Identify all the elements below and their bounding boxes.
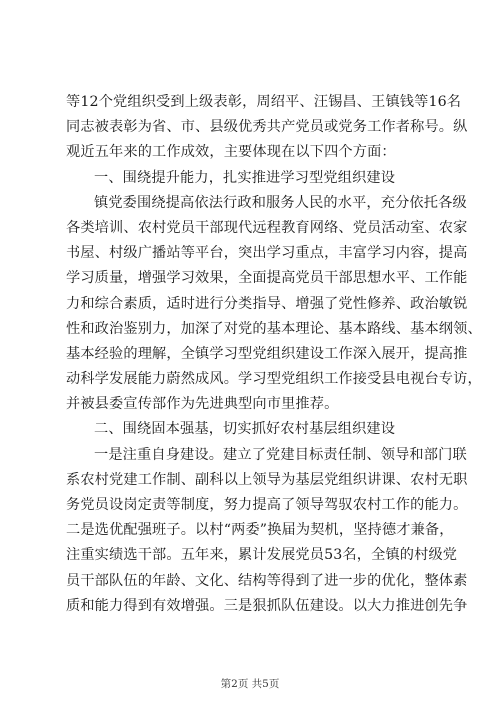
section-heading-1: 一、围绕提升能力，扎实推进学习型党组织建设 — [94, 169, 396, 186]
text-line: 系农村党建工作制、副科以上领导为基层党组织讲课、农村无职 — [66, 471, 468, 488]
text-line: 务党员设岗定责等制度，努力提高了领导驾驭农村工作的能力。 — [66, 497, 468, 513]
document-body — [66, 90, 482, 619]
section-heading-2: 二、围绕固本强基，切实抓好农村基层组织建设 — [94, 421, 396, 438]
text-line: 书屋、村级广播站等平台，突出学习重点，丰富学习内容，提高 — [66, 245, 468, 262]
text-line: 等12个党组织受到上级表彰，周绍平、汪锡昌、王镇钱等16名 — [66, 94, 462, 110]
text-line: 二是选优配强班子。以村“两委”换届为契机，坚持德才兼备， — [66, 522, 454, 539]
page-footer — [0, 677, 500, 691]
text-line: 动科学发展能力蔚然成风。学习型党组织工作接受县电视台专访， — [66, 371, 482, 388]
text-line: 注重实绩选干部。五年来，累计发展党员53名，全镇的村级党 — [66, 547, 458, 564]
text-line: 性和政治鉴别力，加深了对党的基本理论、基本路线、基本纲领、 — [66, 320, 482, 337]
text-line: 力和综合素质，适时进行分类指导、增强了党性修养、政治敏锐 — [66, 295, 468, 312]
text-line: 员干部队伍的年龄、文化、结构等得到了进一步的优化，整体素 — [66, 572, 468, 589]
page-number: 第2页 共5页 — [220, 678, 280, 690]
text-line: 学习质量，增强学习效果，全面提高党员干部思想水平、工作能 — [66, 270, 468, 287]
paragraph-start: 一是注重自身建设。建立了党建目标责任制、领导和部门联 — [94, 446, 467, 463]
text-line: 各类培训、农村党员干部现代远程教育网络、党员活动室、农家 — [66, 219, 468, 236]
text-line: 观近五年来的工作成效，主要体现在以下四个方面： — [66, 144, 396, 161]
text-line: 基本经验的理解，全镇学习型党组织建设工作深入展开，提高推 — [66, 345, 468, 362]
paragraph-start: 镇党委围绕提高依法行政和服务人民的水平，充分依托各级 — [94, 194, 467, 211]
text-line: 并被县委宣传部作为先进典型向市里推荐。 — [66, 396, 339, 413]
text-line: 同志被表彰为省、市、县级优秀共产党员或党务工作者称号。纵 — [66, 119, 468, 136]
text-line: 质和能力得到有效增强。三是狠抓队伍建设。以大力推进创先争 — [66, 597, 468, 614]
